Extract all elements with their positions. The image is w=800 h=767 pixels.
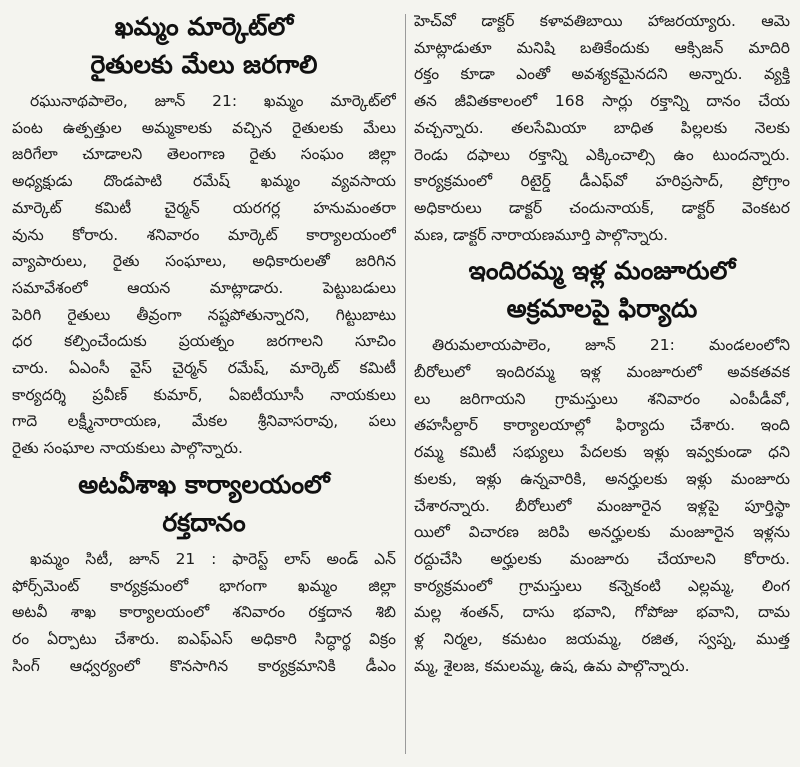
body-line: అధ్యక్షుడు దొండపాటి రమేష్ ఖమ్మం వ్యవసాయ (12, 172, 396, 191)
body-line: ధర కల్పించేందుకు ప్రయత్నం జరగాలని సూచిం (12, 332, 396, 351)
body-line: మణ, డాక్టర్ నారాయణమూర్తి పాల్గొన్నారు. (414, 225, 669, 244)
body-line: లు జరిగాయని గ్రామస్తులు శనివారం ఎంపీడీవో, (414, 389, 790, 408)
article-indiramma-housing (414, 252, 790, 679)
body-line: కార్యదర్శి ప్రవీణ్ కుమార్, ఏఐటీయూసీ నాయకులు (12, 385, 396, 404)
body-line: మల్ల శంతన్, దాసు భవాని, గోపోజు భవాని, దామ (414, 603, 790, 622)
body-line: చారు. ఏఎంసీ వైస్ చైర్మన్ రమేష్, మార్కెట్ కమిటీ (12, 359, 396, 378)
headline-line: అటవీశాఖ కార్యాలయంలో (78, 469, 330, 499)
body-line: తిరుమలాయపాలెం, జూన్ 21: మండలంలోని (432, 336, 790, 355)
body-line: ళ్ల నిర్మల, కమటం జయమ్మ, రజిత, స్వప్న, ముత్త (414, 630, 790, 649)
body-line: మాట్లాడుతూ మనిషి బతికేందుకు ఆక్సిజన్ మాదిరి (414, 38, 790, 57)
body-line: హెచ్‌వో డాక్టర్ కళావతిబాయి హాజరయ్యారు. ఆమె (414, 12, 790, 30)
headline-line: ఖమ్మం మార్కెట్‌లో (114, 12, 294, 41)
body-line: రైతు సంఘాల నాయకులు పాల్గొన్నారు. (12, 439, 243, 458)
headline-line: అక్రమాలపై ఫిర్యాదు (506, 294, 698, 324)
body-line: మ్మ, శైలజ, కమలమ్మ, ఉష, ఉమ పాల్గొన్నారు. (414, 656, 690, 675)
body-line: మార్కెట్ కమిటీ చైర్మన్ యరగర్ల హనుమంతరా (12, 198, 396, 217)
body-line: పెరిగి రైతులు తీవ్రంగా నష్టపోతున్నారని, గిట్టుబాటు (12, 305, 396, 324)
left-column (12, 8, 396, 679)
article-khammam-market (12, 8, 396, 462)
article-forest-blood-donation-continued (414, 8, 790, 248)
body-line: రక్తం కూడా ఎంతో అవశ్యకమైనదని అన్నారు. వ్యక్తి (414, 65, 790, 84)
column-divider (405, 14, 406, 754)
body-line: వ్యాపారులు, రైతు సంఘాలు, అధికారులతో జరిగిన (12, 252, 396, 271)
body-line: రం ఏర్పాటు చేశారు. ఐఎఫ్ఎస్ అధికారి సిద్ధార్థ విక్రం (12, 629, 396, 648)
body-line: కార్యక్రమంలో రిటైర్డ్ డీఎఫ్‌వో హరిప్రసాద్, ప్రోగ్రాం (414, 172, 790, 191)
headline-line: రక్తదానం (162, 507, 246, 537)
body-line: వచ్చన్నారు. తలసేమియా బాధిత పిల్లలకు నెలకు (414, 118, 790, 137)
body-line: రఘునాథపాలెం, జూన్ 21: ఖమ్మం మార్కెట్‌లో (30, 92, 396, 110)
article-forest-blood-donation (12, 466, 396, 680)
body-line: రద్దుచేసి అర్హులకు మంజూరు చేయాలని కోరారు. (414, 549, 790, 568)
body-line: రెండు దఫాలు రక్తాన్ని ఎక్కించాల్సి ఉం టుందన్నారు. (414, 145, 790, 164)
headline-line: రైతులకు మేలు జరగాలి (90, 50, 318, 79)
body-line: అధికారులు డాక్టర్ చందునాయక్, డాక్టర్ వెంకటర (414, 198, 790, 217)
body-line: గాదె లక్ష్మీనారాయణ, మేకల శ్రీనివాసరావు, పలు (12, 412, 396, 431)
body-line: యిలో విచారణ జరిపి అనర్హులకు మంజూరైన ఇళ్లను (414, 523, 790, 542)
body-line: కులకు, ఇళ్లు ఉన్నవారికి, అనర్హులకు ఇళ్లు మంజూరు (414, 469, 790, 488)
body-line: బీరోలులో ఇందిరమ్మ ఇళ్ల మంజూరులో అవకతవక (414, 363, 790, 382)
article-headline (12, 8, 396, 84)
body-line: చేశారన్నారు. బీరోలులో మంజూరైన ఇళ్లపై పూర్తిస్థా (414, 496, 790, 515)
body-line: సింగ్ ఆధ్వర్యంలో కొనసాగిన కార్యక్రమానికి డీఎం (12, 656, 396, 675)
body-line: ఖమ్మం సిటీ, జూన్ 21 : ఫారెస్ట్ లాస్ అండ్ ఎన్ (30, 549, 396, 568)
article-headline (414, 252, 790, 328)
body-line: అటవీ శాఖ కార్యాలయంలో శనివారం రక్తదాన శిబి (12, 603, 396, 622)
body-line: వును కోరారు. శనివారం మార్కెట్ కార్యాలయంలో (12, 225, 396, 244)
body-line: రమ్మ కమిటీ సభ్యులు పేదలకు ఇళ్లు ఇవ్వకుండా ధని (414, 443, 790, 462)
article-headline (12, 466, 396, 542)
body-line: ఫోర్స్‌మెంట్ కార్యక్రమంలో భాగంగా ఖమ్మం జిల్లా (12, 576, 396, 595)
body-line: కార్యక్రమంలో గ్రామస్తులు కన్నెకంటి ఎల్లమ్మ, లింగ (414, 576, 790, 595)
headline-line: ఇందిరమ్మ ఇళ్ల మంజూరులో (468, 256, 736, 286)
body-line: సమావేశంలో ఆయన మాట్లాడారు. పెట్టుబడులు (12, 278, 396, 297)
body-line: జరిగేలా చూడాలని తెలంగాణ రైతు సంఘం జిల్లా (12, 145, 396, 164)
body-line: తహసీల్దార్ కార్యాలయాల్లో ఫిర్యాదు చేశారు. ఇంది (414, 416, 790, 435)
body-line: తన జీవితకాలంలో 168 సార్లు రక్తాన్ని దానం చేయ (414, 92, 790, 111)
body-line: పంట ఉత్పత్తుల అమ్మకాలకు వచ్చిన రైతులకు మేలు (12, 118, 396, 137)
right-column (414, 8, 790, 679)
